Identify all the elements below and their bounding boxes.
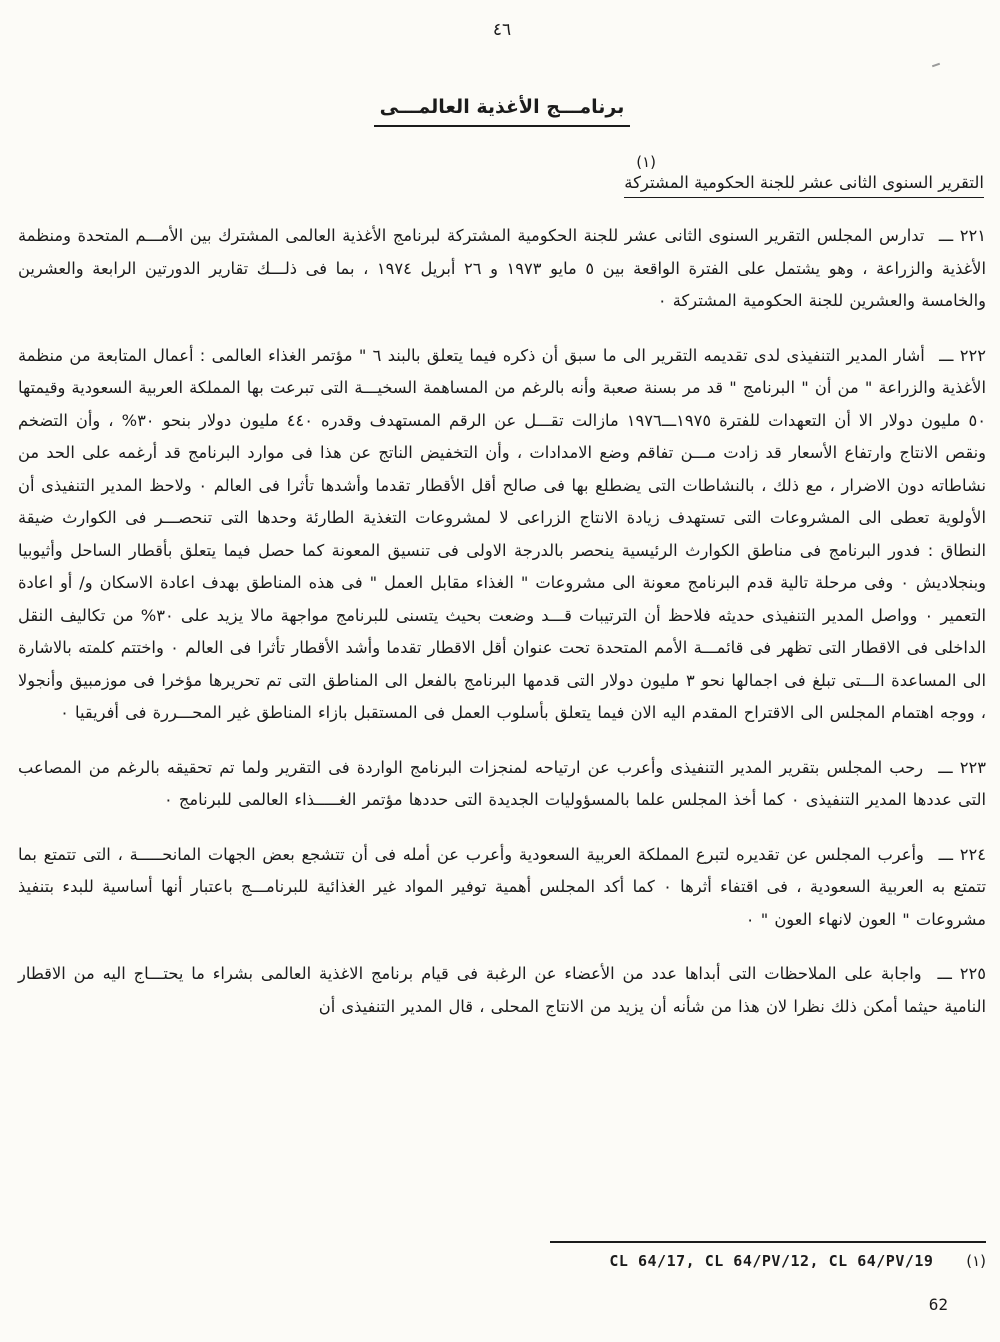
paragraph-number: ٢٢٣ ـــ — [938, 757, 986, 777]
footnote-number: (١) — [966, 1252, 986, 1270]
footnote-document-references: CL 64/17, CL 64/PV/12, CL 64/PV/19 — [609, 1252, 934, 1270]
footnote-reference-marker: (١) — [636, 153, 656, 171]
section-subtitle: التقرير السنوى الثانى عشر للجنة الحكومية المشتركة — [624, 173, 984, 198]
paragraph-number: ٢٢١ ـــ — [938, 226, 986, 245]
paragraph-text: رحب المجلس بتقرير المدير التنفيذى وأعرب عن ارتياحه لمنجزات البرنامج الواردة فى التقرير ولما تم تحقيقه بالرغم من المصاعب التى عددها المدير التنفيذى ٠ كما أخذ المجلس علما بالمسؤوليات الجديدة التى حددها مؤتمر الغـــــذاء العالمى للبرنامج ٠ — [18, 757, 986, 809]
document-title: برنامـــج الأغذية العالمـــى — [374, 96, 631, 127]
footnote — [550, 1241, 986, 1270]
section-header — [624, 153, 984, 198]
document-body — [18, 220, 986, 1023]
paragraph-text: وأعرب المجلس عن تقديره لتبرع المملكة العربية السعودية وأعرب عن أمله فى أن تتشجع بعض الجهات المانحـــــة ، التى تتمتع بما تتمتع به العربية السعودية ، فى اقتفاء أثرها ٠ كما أكد المجلس أهمية توفير المواد غير الغذائية للبرنامـــج باعتبار أنها أساسية للبدء بتنفيذ مشروعات " العون لانهاء العون " ٠ — [18, 844, 986, 929]
document-header — [18, 96, 986, 127]
paragraph-224 — [18, 839, 986, 937]
paragraph-222 — [18, 340, 986, 730]
paragraph-text: واجابة على الملاحظات التى أبداها عدد من الأعضاء عن الرغبة فى قيام برنامج الاغذية العالمى بشراء ما يحتـــاج اليه من الاقطار النامية حيثما أمكن ذلك نظرا لان هذا من شأنه أن يزيد من الانتاج المحلى ، قال المدير التنفيذى أن — [18, 964, 986, 1016]
paragraph-text: أشار المدير التنفيذى لدى تقديمه التقرير الى ما سبق أن ذكره فيما يتعلق بالبند ٦ " مؤتمر الغذاء العالمى : أعمال المتابعة من منظمة الأغذية والزراعة " من أن " البرنامج " قد مر بسنة صعبة وأنه بالرغم من المساهمة السخيـــة التى تبرعت بها المملكة العربية السعودية وقيمتها ٥٠ مليون دولار الا أن التعهدات للفترة ١٩٧٥ـــ١٩٧٦ مازالت تقـــل عن الرقم المستهدف وقدره ٤٤٠ مليون دولار بنحو ٣٠% ، وأن التضخم ونقص الانتاج وارتفاع الأسعار قد زادت مـــن تفاقم وضع الامدادات ، وأن التخفيض الناتج عن هذا فى موارد البرنامج قد أرغمه على الحد من نشاطاته دون الاضرار ، مع ذلك ، بالنشاطات التى يضطلع بها فى صالح أقل الأقطار تقدما وأشدها تأثرا فى العالم ٠ ولاحظ المدير التنفيذى أن الأولوية تعطى الى المشروعات التى تستهدف زيادة الانتاج الزراعى لا لمشروعات التغذية الطارئة وحدها التى تنحصـــر فى الكوارث ضيقة النطاق : فدور البرنامج فى مناطق الكوارث الرئيسية ينحصر بالدرجة الاولى فى تنسيق المعونة كما حصل فيما يتعلق بأقطار الساحل وأثيوبيا وبنجلاديش ٠ وفى مرحلة تالية قدم البرنامج معونة الى مشروعات " الغذاء مقابل العمل " فى هذه المناطق بهدف اعادة الاسكان و/ أو اعادة التعمير ٠ وواصل المدير التنفيذى حديثه فلاحظ أن الترتيبات قـــد وضعت بحيث يتسنى للبرنامج مواجهة مالا يزيد على ٣٠% من تكاليف النقل الداخلى فى الاقطار التى تظهر فى قائمـــة الأمم المتحدة تحت عنوان أقل الاقطار تقدما وأشد الأقطار تأثرا فى العالم ٠ واختتم كلمته بالاشارة الى المساعدة الـــتى تبلغ فى اجمالها نحو ٣ مليون دولار التى قدمها البرنامج بالفعل الى المناطق التى تم تحريرها مؤخرا فى موزمبيق وأنجولا ، ووجه اهتمام المجلس الى الاقتراح المقدم اليه الان فيما يتعلق بأسلوب العمل فى المستقبل بازاء المناطق غير المحـــررة فى أفريقيا ٠ — [18, 345, 986, 722]
paragraph-223 — [18, 752, 986, 817]
paragraph-number: ٢٢٤ ـــ — [938, 844, 986, 864]
page-number-top: ٤٦ — [492, 20, 512, 40]
paragraph-221 — [18, 220, 986, 318]
scan-artifact — [932, 63, 940, 68]
paragraph-text: تدارس المجلس التقرير السنوى الثانى عشر للجنة الحكومية المشتركة لبرنامج الأغذية العالمى المشترك بين الأمـــم المتحدة ومنظمة الأغذية والزراعة ، وهو يشتمل على الفترة الواقعة بين ٥ مايو ١٩٧٣ و ٢٦ أبريل ١٩٧٤ ، بما فى ذلـــك تقارير الدورتين الرابعة والعشرين والخامسة والعشرين للجنة الحكومية المشتركة ٠ — [18, 226, 986, 310]
paragraph-number: ٢٢٢ ـــ — [939, 345, 986, 365]
paragraph-number: ٢٢٥ ـــ — [937, 964, 986, 983]
paragraph-225 — [18, 958, 986, 1023]
page-number-bottom: 62 — [928, 1295, 948, 1314]
